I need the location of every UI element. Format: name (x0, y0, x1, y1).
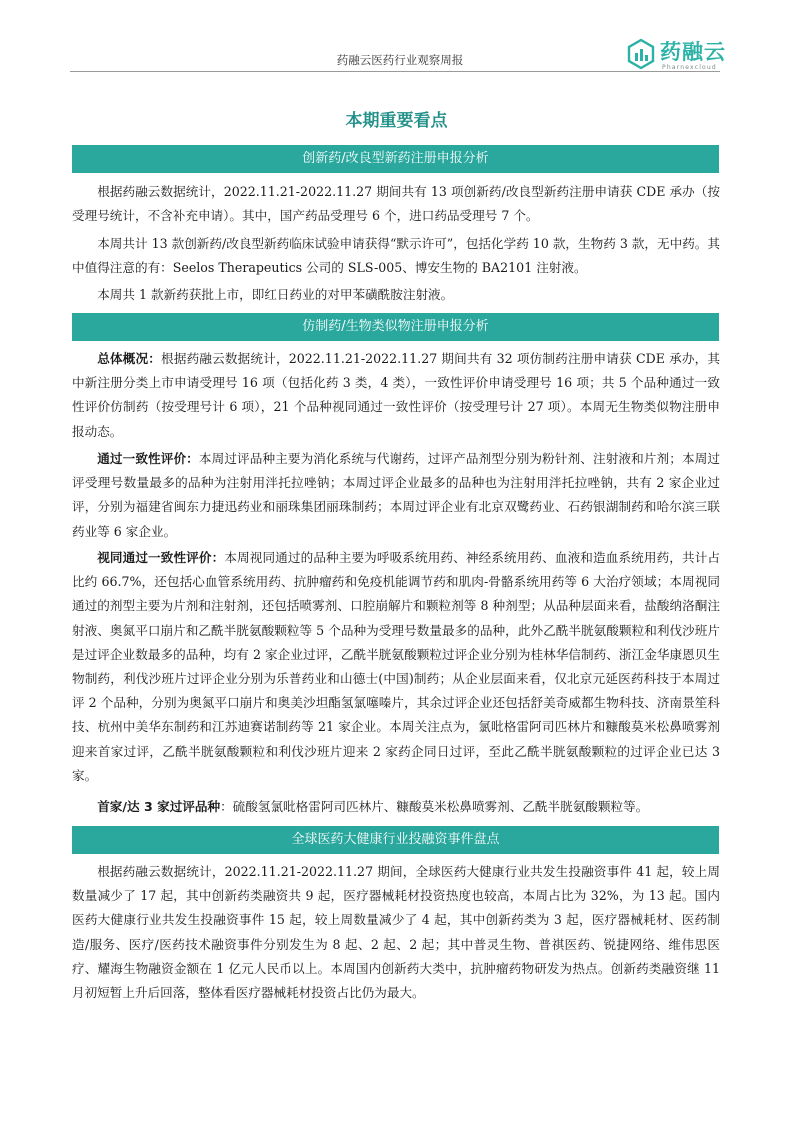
paragraph-overview (72, 347, 720, 444)
paragraph-lead: 首家/达 3 家过评品种 (97, 799, 221, 814)
paragraph: 本周共计 13 款创新药/改良型新药临床试验申请获得“默示许可”，包括化学药 10 款，生物药 3 款，无中药。其中值得注意的有：Seelos Therapeutics 公司的 SLS-005、博安生物的 BA2101 注射液。 (72, 236, 720, 276)
paragraph-first-passed (72, 795, 720, 819)
logo-subtext: Pharnexcloud (662, 64, 717, 71)
paragraph: 根据药融云数据统计，2022.11.21-2022.11.27 期间共有 13 项创新药/改良型新药注册申请获 CDE 承办（按受理号统计，不含补充申请）。其中，国产药品受理号 6 个，进口药品受理号 7 个。 (72, 184, 720, 224)
paragraph: 本周共 1 款新药获批上市，即红日药业的对甲苯磺酰胺注射液。 (97, 287, 454, 302)
paragraph-body: 本周过评品种主要为消化系统与代谢药，过评产品剂型分别为粉针剂、注射液和片剂；本周过评受理号数量最多的品种为注射用泮托拉唑钠；本周过评企业最多的品种也为注射用泮托拉唑钠，共有 2 家企业过评，分别为福建省闽东力捷迅药业和丽珠集团丽珠制药；本周过评企业有北京双鹭药业、石药银湖制药和哈尔滨三联药业等 6 家企业。 (72, 451, 720, 539)
report-header-title: 药融云医药行业观察周报 (336, 53, 464, 67)
header-divider (70, 71, 720, 72)
hexagon-logo-icon (626, 38, 656, 70)
section-heading-financing: 全球医药大健康行业投融资事件盘点 (72, 826, 719, 854)
paragraph: 根据药融云数据统计，2022.11.21-2022.11.27 期间，全球医药大健康行业共发生投融资事件 41 起，较上周数量减少了 17 起，其中创新药类融资共 9 起，医疗器械耗材投资热度也较高，本周占比为 32%，为 13 起。国内医药大健康行业共发生投融资事件 15 起，较上周数量减少了 4 起，其中创新药类为 3 起，医疗器械耗材、医药制造/服务、医疗/医药技术融资事件分别发生为 8 起、2 起、2 起；其中普灵生物、普祺医药、锐捷网络、维伟思医疗、耀海生物融资金额在 1 亿元人民币以上。本周国内创新药大类中，抗肿瘤药物研发为热点。创新药类融资继 11 月初短暂上升后回落，整体看医疗器械耗材投资占比仍为最大。 (72, 864, 720, 1001)
brand-logo (626, 36, 756, 76)
paragraph-lead: 视同通过一致性评价： (97, 550, 225, 565)
logo-text: 药融云 (660, 40, 726, 64)
paragraph-consistency (72, 447, 720, 544)
section-heading-innovative-drugs: 创新药/改良型新药注册申报分析 (72, 145, 719, 173)
page-title: 本期重要看点 (345, 111, 448, 131)
paragraph-body: 根据药融云数据统计，2022.11.21-2022.11.27 期间共有 32 项仿制药注册申请获 CDE 承办，其中新注册分类上市申请受理号 16 项（包括化药 3 类，4 类），一致性评价申请受理号 16 项；共 5 个品种通过一致性评价仿制药（按受理号计 6 项），21 个品种视同通过一致性评价（按受理号计 27 项）。本周无生物类似物注册申报动态。 (72, 351, 721, 439)
section-heading-generic-drugs: 仿制药/生物类似物注册申报分析 (72, 313, 719, 341)
paragraph-lead: 通过一致性评价： (97, 451, 199, 466)
paragraph-lead: 总体概况： (97, 351, 162, 366)
paragraph-body: ：硫酸氢氯吡格雷阿司匹林片、糠酸莫米松鼻喷雾剂、乙酰半胱氨酸颗粒等。 (220, 799, 649, 814)
paragraph-deemed-consistency (72, 546, 720, 788)
paragraph-body: 本周视同通过的品种主要为呼吸系统用药、神经系统用药、血液和造血系统用药，共计占比约 66.7%，还包括心血管系统用药、抗肿瘤药和免疫机能调节药和肌肉-骨骼系统用药等 6 大治疗领域；本周视同通过的剂型主要为片剂和注射剂，还包括喷雾剂、口腔崩解片和颗粒剂等 8 种剂型；从品种层面来看，盐酸纳洛酮注射液、奥氮平口崩片和乙酰半胱氨酸颗粒等 5 个品种为受理号数量最多的品种，此外乙酰半胱氨酸颗粒和利伐沙班片是过评企业数最多的品种，均有 2 家企业过评，乙酰半胱氨酸颗粒过评企业分别为桂林华信制药、浙江金华康恩贝生物制药，利伐沙班片过评企业分别为乐普药业和山德士(中国)制药；从企业层面来看，仅北京元延医药科技于本周过评 2 个品种，分别为奥氮平口崩片和奥美沙坦酯氢氯噻嗪片，其余过评企业还包括舒美奇威都生物科技、济南景笙科技、杭州中美华东制药和江苏迪赛诺制药等 21 家企业。本周关注点为，氯吡格雷阿司匹林片和糠酸莫米松鼻喷雾剂迎来首家过评，乙酰半胱氨酸颗粒和利伐沙班片迎来 2 家药企同日过评，至此乙酰半胱氨酸颗粒的过评企业已达 3 家。 (72, 550, 721, 783)
